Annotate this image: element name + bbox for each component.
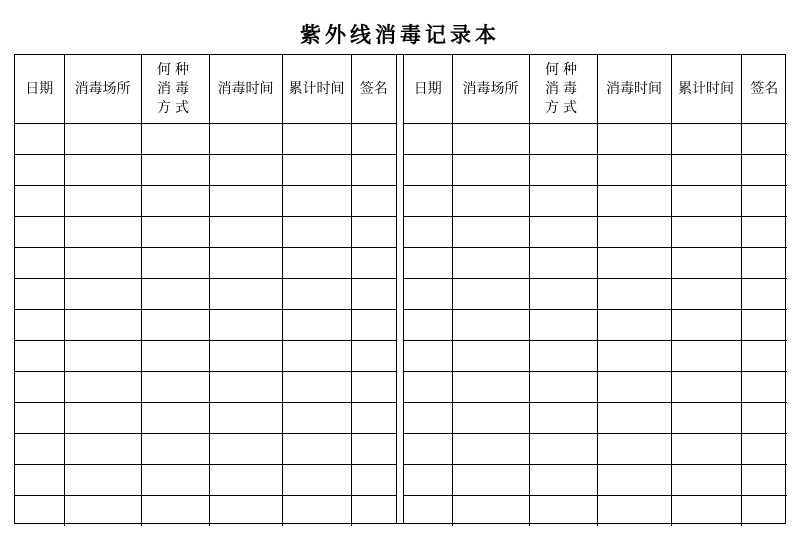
method-cell[interactable] xyxy=(141,310,209,341)
header-cumulative-time: 累计时间 xyxy=(671,55,741,124)
signature-cell[interactable] xyxy=(741,434,787,465)
signature-cell[interactable] xyxy=(741,403,787,434)
disinfect-time-cell[interactable] xyxy=(597,279,671,310)
signature-cell[interactable] xyxy=(741,248,787,279)
disinfect-time-cell[interactable] xyxy=(209,310,282,341)
signature-cell[interactable] xyxy=(741,186,787,217)
table-row xyxy=(15,496,396,527)
signature-cell[interactable] xyxy=(351,372,396,403)
method-cell[interactable] xyxy=(141,434,209,465)
disinfect-time-cell[interactable] xyxy=(597,248,671,279)
location-cell[interactable] xyxy=(64,465,141,496)
header-signature: 签名 xyxy=(351,55,396,124)
cumulative-time-cell[interactable] xyxy=(671,372,741,403)
header-location: 消毒场所 xyxy=(452,55,529,124)
header-disinfect-time: 消毒时间 xyxy=(209,55,282,124)
disinfect-time-cell[interactable] xyxy=(597,217,671,248)
method-cell[interactable] xyxy=(529,217,597,248)
date-cell[interactable] xyxy=(15,465,64,496)
signature-cell[interactable] xyxy=(741,217,787,248)
disinfect-time-cell[interactable] xyxy=(209,124,282,155)
method-cell[interactable] xyxy=(141,217,209,248)
signature-cell[interactable] xyxy=(741,310,787,341)
table-row xyxy=(15,310,396,341)
table-row xyxy=(404,217,787,248)
cumulative-time-cell[interactable] xyxy=(671,248,741,279)
disinfect-time-cell[interactable] xyxy=(209,155,282,186)
signature-cell[interactable] xyxy=(741,155,787,186)
table-row xyxy=(404,186,787,217)
disinfect-time-cell[interactable] xyxy=(209,496,282,527)
date-cell[interactable] xyxy=(404,155,452,186)
table-row xyxy=(404,341,787,372)
table-row xyxy=(15,341,396,372)
header-cumulative-time: 累计时间 xyxy=(282,55,351,124)
date-cell[interactable] xyxy=(404,465,452,496)
table-row xyxy=(404,310,787,341)
method-cell[interactable] xyxy=(529,496,597,527)
date-cell[interactable] xyxy=(404,310,452,341)
disinfect-time-cell[interactable] xyxy=(597,465,671,496)
location-cell[interactable] xyxy=(452,434,529,465)
date-cell[interactable] xyxy=(15,124,64,155)
signature-cell[interactable] xyxy=(351,341,396,372)
disinfect-time-cell[interactable] xyxy=(597,496,671,527)
cumulative-time-cell[interactable] xyxy=(282,341,351,372)
disinfect-time-cell[interactable] xyxy=(597,124,671,155)
date-cell[interactable] xyxy=(15,217,64,248)
page-title: 紫外线消毒记录本 xyxy=(300,22,500,47)
signature-cell[interactable] xyxy=(351,217,396,248)
location-cell[interactable] xyxy=(452,248,529,279)
location-cell[interactable] xyxy=(64,248,141,279)
method-cell[interactable] xyxy=(141,496,209,527)
date-cell[interactable] xyxy=(15,186,64,217)
signature-cell[interactable] xyxy=(741,279,787,310)
header-disinfect-time: 消毒时间 xyxy=(597,55,671,124)
cumulative-time-cell[interactable] xyxy=(671,496,741,527)
location-cell[interactable] xyxy=(64,124,141,155)
table-row xyxy=(15,155,396,186)
table-row xyxy=(15,465,396,496)
disinfect-time-cell[interactable] xyxy=(597,310,671,341)
disinfect-time-cell[interactable] xyxy=(597,186,671,217)
signature-cell[interactable] xyxy=(351,248,396,279)
location-cell[interactable] xyxy=(64,341,141,372)
location-cell[interactable] xyxy=(452,403,529,434)
table-row xyxy=(404,496,787,527)
disinfect-time-cell[interactable] xyxy=(209,186,282,217)
method-cell[interactable] xyxy=(529,124,597,155)
table-row xyxy=(15,248,396,279)
cumulative-time-cell[interactable] xyxy=(671,434,741,465)
method-cell[interactable] xyxy=(141,124,209,155)
signature-cell[interactable] xyxy=(351,155,396,186)
location-cell[interactable] xyxy=(452,217,529,248)
cumulative-time-cell[interactable] xyxy=(282,217,351,248)
signature-cell[interactable] xyxy=(741,465,787,496)
method-cell[interactable] xyxy=(529,310,597,341)
method-cell[interactable] xyxy=(529,279,597,310)
table-row xyxy=(404,248,787,279)
header-signature: 签名 xyxy=(741,55,787,124)
cumulative-time-cell[interactable] xyxy=(282,434,351,465)
header-row xyxy=(15,55,396,124)
cumulative-time-cell[interactable] xyxy=(282,248,351,279)
date-cell[interactable] xyxy=(15,496,64,527)
disinfect-time-cell[interactable] xyxy=(209,248,282,279)
signature-cell[interactable] xyxy=(351,403,396,434)
cumulative-time-cell[interactable] xyxy=(671,310,741,341)
method-cell[interactable] xyxy=(141,279,209,310)
location-cell[interactable] xyxy=(64,279,141,310)
method-cell[interactable] xyxy=(529,186,597,217)
disinfect-time-cell[interactable] xyxy=(597,403,671,434)
cumulative-time-cell[interactable] xyxy=(282,186,351,217)
disinfect-time-cell[interactable] xyxy=(209,341,282,372)
cumulative-time-cell[interactable] xyxy=(282,310,351,341)
table-row xyxy=(15,403,396,434)
method-cell[interactable] xyxy=(141,465,209,496)
signature-cell[interactable] xyxy=(351,124,396,155)
method-cell[interactable] xyxy=(529,372,597,403)
date-cell[interactable] xyxy=(15,403,64,434)
location-cell[interactable] xyxy=(452,186,529,217)
date-cell[interactable] xyxy=(15,310,64,341)
method-cell[interactable] xyxy=(529,434,597,465)
method-cell[interactable] xyxy=(529,465,597,496)
disinfect-time-cell[interactable] xyxy=(209,217,282,248)
cumulative-time-cell[interactable] xyxy=(671,217,741,248)
date-cell[interactable] xyxy=(404,434,452,465)
date-cell[interactable] xyxy=(404,403,452,434)
disinfect-time-cell[interactable] xyxy=(209,279,282,310)
location-cell[interactable] xyxy=(452,465,529,496)
signature-cell[interactable] xyxy=(351,434,396,465)
cumulative-time-cell[interactable] xyxy=(282,124,351,155)
date-cell[interactable] xyxy=(404,372,452,403)
location-cell[interactable] xyxy=(452,372,529,403)
table-row xyxy=(404,434,787,465)
date-cell[interactable] xyxy=(15,248,64,279)
date-cell[interactable] xyxy=(15,372,64,403)
date-cell[interactable] xyxy=(15,434,64,465)
cumulative-time-cell[interactable] xyxy=(282,465,351,496)
date-cell[interactable] xyxy=(15,341,64,372)
signature-cell[interactable] xyxy=(351,186,396,217)
disinfect-time-cell[interactable] xyxy=(597,341,671,372)
disinfect-time-cell[interactable] xyxy=(597,434,671,465)
date-cell[interactable] xyxy=(404,124,452,155)
table-row xyxy=(15,124,396,155)
location-cell[interactable] xyxy=(452,310,529,341)
table-row xyxy=(15,434,396,465)
date-cell[interactable] xyxy=(404,217,452,248)
date-cell[interactable] xyxy=(404,186,452,217)
location-cell[interactable] xyxy=(64,217,141,248)
method-cell[interactable] xyxy=(141,372,209,403)
method-cell[interactable] xyxy=(141,155,209,186)
table-row xyxy=(404,403,787,434)
method-cell[interactable] xyxy=(141,248,209,279)
method-cell[interactable] xyxy=(141,186,209,217)
location-cell[interactable] xyxy=(64,310,141,341)
cumulative-time-cell[interactable] xyxy=(671,403,741,434)
record-table-right xyxy=(404,55,787,523)
disinfect-time-cell[interactable] xyxy=(209,372,282,403)
signature-cell[interactable] xyxy=(741,372,787,403)
table-row xyxy=(15,372,396,403)
method-cell[interactable] xyxy=(529,248,597,279)
cumulative-time-cell[interactable] xyxy=(282,372,351,403)
header-method: 何种消毒方式 xyxy=(141,55,209,124)
cumulative-time-cell[interactable] xyxy=(671,155,741,186)
disinfect-time-cell[interactable] xyxy=(209,434,282,465)
header-date: 日期 xyxy=(15,55,64,124)
location-cell[interactable] xyxy=(452,496,529,527)
signature-cell[interactable] xyxy=(351,279,396,310)
cumulative-time-cell[interactable] xyxy=(282,496,351,527)
date-cell[interactable] xyxy=(404,248,452,279)
cumulative-time-cell[interactable] xyxy=(671,124,741,155)
cumulative-time-cell[interactable] xyxy=(282,403,351,434)
location-cell[interactable] xyxy=(452,341,529,372)
date-cell[interactable] xyxy=(15,279,64,310)
header-date: 日期 xyxy=(404,55,452,124)
location-cell[interactable] xyxy=(64,155,141,186)
signature-cell[interactable] xyxy=(741,496,787,527)
table-row xyxy=(15,279,396,310)
location-cell[interactable] xyxy=(452,124,529,155)
table-row xyxy=(15,186,396,217)
method-cell[interactable] xyxy=(529,403,597,434)
date-cell[interactable] xyxy=(404,279,452,310)
signature-cell[interactable] xyxy=(741,341,787,372)
location-cell[interactable] xyxy=(64,403,141,434)
signature-cell[interactable] xyxy=(351,496,396,527)
disinfect-time-cell[interactable] xyxy=(209,465,282,496)
cumulative-time-cell[interactable] xyxy=(282,155,351,186)
method-cell[interactable] xyxy=(529,341,597,372)
table-row xyxy=(404,155,787,186)
record-table-left xyxy=(15,55,396,523)
location-cell[interactable] xyxy=(64,496,141,527)
table-row xyxy=(15,217,396,248)
cumulative-time-cell[interactable] xyxy=(671,465,741,496)
location-cell[interactable] xyxy=(64,434,141,465)
method-cell[interactable] xyxy=(141,403,209,434)
date-cell[interactable] xyxy=(404,496,452,527)
table-row xyxy=(404,465,787,496)
signature-cell[interactable] xyxy=(351,465,396,496)
date-cell[interactable] xyxy=(15,155,64,186)
disinfect-time-cell[interactable] xyxy=(597,155,671,186)
cumulative-time-cell[interactable] xyxy=(282,279,351,310)
record-sheet xyxy=(14,54,786,524)
header-row xyxy=(404,55,787,124)
cumulative-time-cell[interactable] xyxy=(671,279,741,310)
date-cell[interactable] xyxy=(404,341,452,372)
header-method: 何种消毒方式 xyxy=(529,55,597,124)
signature-cell[interactable] xyxy=(741,124,787,155)
location-cell[interactable] xyxy=(452,155,529,186)
disinfect-time-cell[interactable] xyxy=(209,403,282,434)
location-cell[interactable] xyxy=(64,186,141,217)
method-cell[interactable] xyxy=(529,155,597,186)
disinfect-time-cell[interactable] xyxy=(597,372,671,403)
method-cell[interactable] xyxy=(141,341,209,372)
table-row xyxy=(404,279,787,310)
table-row xyxy=(404,372,787,403)
table-row xyxy=(404,124,787,155)
location-cell[interactable] xyxy=(452,279,529,310)
header-location: 消毒场所 xyxy=(64,55,141,124)
location-cell[interactable] xyxy=(64,372,141,403)
cumulative-time-cell[interactable] xyxy=(671,341,741,372)
center-divider xyxy=(396,55,404,523)
cumulative-time-cell[interactable] xyxy=(671,186,741,217)
signature-cell[interactable] xyxy=(351,310,396,341)
